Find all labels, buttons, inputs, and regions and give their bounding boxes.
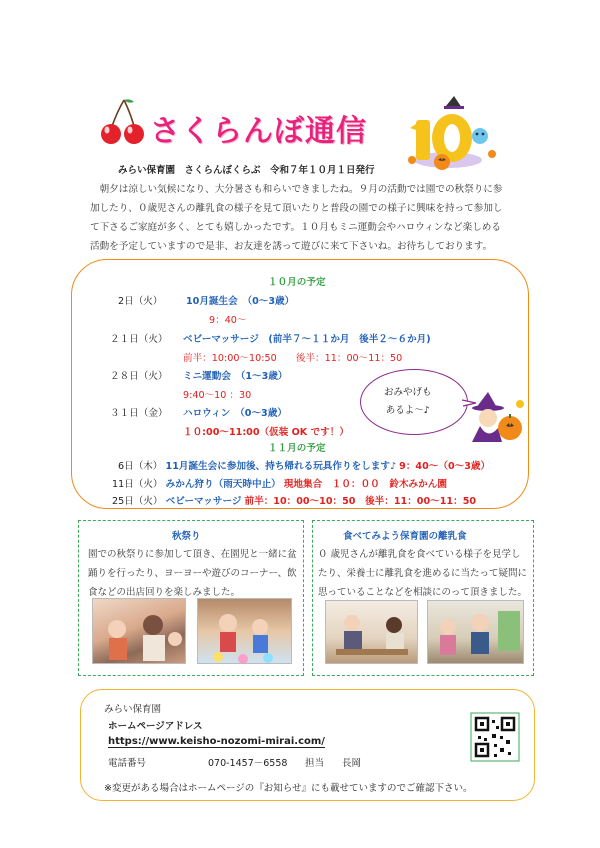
oct-detail-3: 9:40～10 ：30 xyxy=(183,390,252,401)
oct-date-2: ２１日（火） xyxy=(110,334,168,345)
nov-event-1: 11月誕生会に参加後、持ち帰れる玩具作りをします♪ xyxy=(165,461,397,472)
baby-food-photo-1 xyxy=(325,600,418,664)
nov-detail-3: 前半：10：00～10：50 後半：11：00～11：50 xyxy=(244,496,477,507)
oct-event-4: ハロウィン （0～3歳） xyxy=(183,408,287,419)
festival-photo-2 xyxy=(197,598,292,664)
nov-event-3: ベビーマッサージ xyxy=(165,496,242,507)
festival-photo-1 xyxy=(92,598,186,664)
homepage-link[interactable]: https://www.keisho-nozomi-mirai.com/ xyxy=(108,736,325,747)
issuer-line: みらい保育園 さくらんぼくらぶ 令和７年１０月１日発行 xyxy=(118,165,375,176)
contact-org: みらい保育園 xyxy=(104,704,162,715)
bubble-line-1: おみやげも xyxy=(384,387,432,398)
staff-label: 担当 xyxy=(305,758,325,769)
oct-detail-1: 9：40～ xyxy=(209,315,247,326)
nov-row-3 xyxy=(112,493,476,507)
oct-detail-4: １０:00～11:00（仮装 OK です！） xyxy=(183,427,349,438)
phone-number: 070-1457－6558 xyxy=(208,758,288,769)
newsletter-title: さくらんぼ通信 xyxy=(150,114,367,149)
oct-date-4: ３１日（金） xyxy=(110,408,168,419)
nov-detail-2: 現地集合 １０：００ 鈴木みかん園 xyxy=(283,479,447,490)
intro-text: 朝夕は涼しい気候になり、大分暑さも和らいできましたね。９月の活動では園での秋祭りに参加したり、０歳児さんの離乳食の様子を見て頂いたりと普段の園での様子に興味を持って参加して下さるご家庭が多く、とても嬉しかったです。１０月もミニ運動会やハロウィンなど楽しめる活動を予定していますので是非、お友達を誘って遊びに来て下さいね。お待ちしております。 xyxy=(90,184,503,252)
phone-label: 電話番号 xyxy=(108,758,147,769)
oct-detail-2: 前半：10:00～10:50 後半：11：00～11：50 xyxy=(183,353,403,364)
oct-date-3: ２８日（火） xyxy=(110,371,168,382)
nov-event-2: みかん狩り（雨天時中止） xyxy=(165,479,281,490)
qr-code-icon[interactable] xyxy=(470,712,520,762)
autumn-festival-text: 園での秋祭りに参加して頂き、在園児と一緒に盆踊りを行ったり、ヨーヨーや遊びのコーナー、飲食などの出店回りを楽しみました。 xyxy=(88,549,297,598)
intro-paragraph xyxy=(90,180,510,256)
oct-heading: １０月の予定 xyxy=(268,277,326,288)
halloween-ten-illustration xyxy=(404,96,500,174)
baby-food-text: ０ 歳児さんが離乳食を食べている様子を見学したり、栄養士に離乳食を進めるに当たって疑問に思っていることなどを相談にのって頂きました。 xyxy=(318,549,528,598)
oct-event-1-name: 10月誕生会 （0～3歳） xyxy=(186,296,295,307)
nov-row-2 xyxy=(112,476,447,490)
speech-bubble-text xyxy=(384,384,432,420)
nov-heading: １１月の予定 xyxy=(268,443,326,454)
baby-food-photo-2 xyxy=(427,600,524,664)
bubble-line-2: あるよ～♪ xyxy=(385,405,430,416)
baby-food-title: 食べてみよう保育園の離乳食 xyxy=(343,531,467,542)
change-notice: ※変更がある場合はホームページの『お知らせ』にも載せていますのでご確認下さい。 xyxy=(104,783,473,794)
nov-date-1: 6日（木） xyxy=(118,461,163,472)
oct-event-2: ベビーマッサージ (前半７～１１か月 後半２～６か月) xyxy=(183,334,431,345)
nov-date-2: 11日（火） xyxy=(112,479,163,490)
staff-name: 長岡 xyxy=(342,758,362,769)
witch-pumpkin-illustration xyxy=(462,392,526,444)
oct-date-1: 2日（火） xyxy=(118,296,163,307)
nov-row-1 xyxy=(118,458,490,472)
oct-event-1 xyxy=(186,293,294,307)
nov-date-3: 25日（火） xyxy=(112,496,163,507)
autumn-festival-title: 秋祭り xyxy=(172,531,201,542)
oct-event-3: ミニ運動会 （1～3歳） xyxy=(183,371,288,382)
cherry-icon xyxy=(100,96,148,146)
homepage-label: ホームページアドレス xyxy=(108,721,203,732)
nov-detail-1: 9：40～（0～3歳） xyxy=(399,461,491,472)
